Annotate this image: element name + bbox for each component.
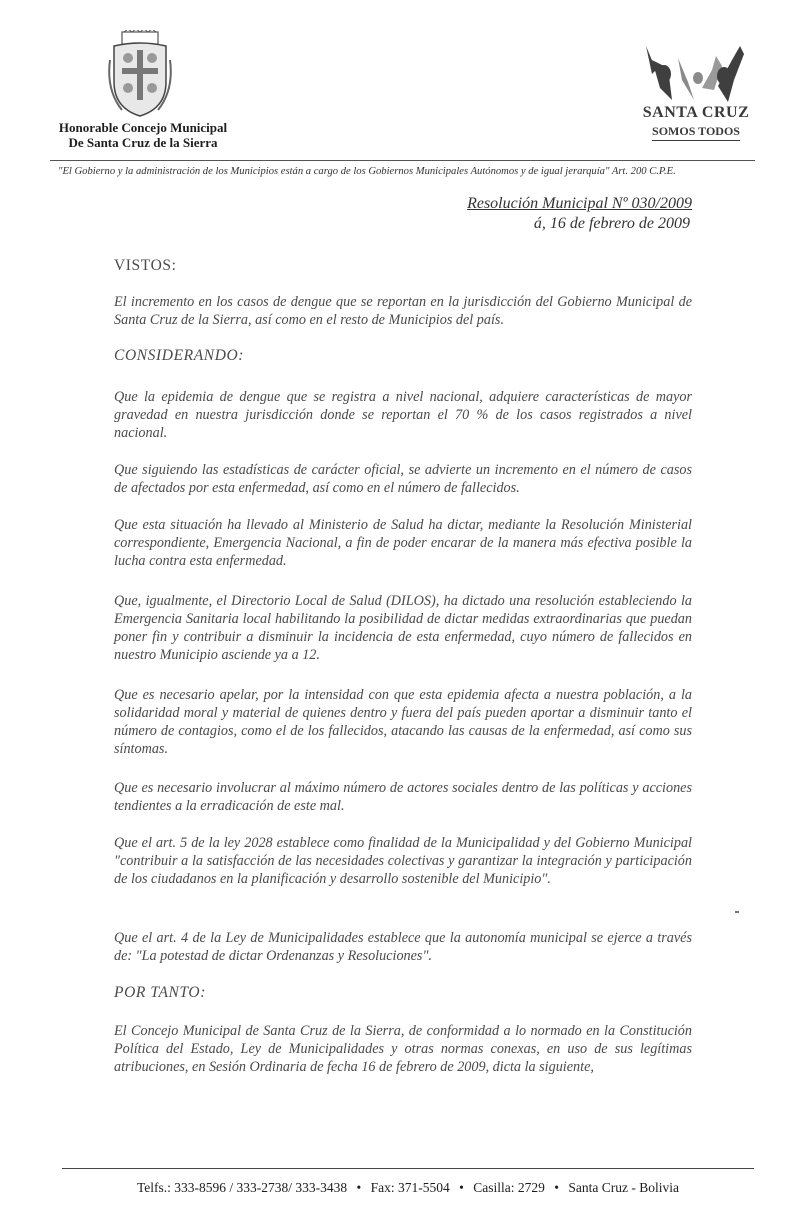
considerando-paragraph-4: Que, igualmente, el Directorio Local de Salud (DILOS), ha dictado una resolución estableciendo la Emergencia Sanitaria local habilitando la posibilidad de dictar medidas extraordinarias que puedan poner fin y contribuir a disminuir la incidencia de esta enfermedad, cuyo número de fallecidos en nuestro Municipio asciende ya a 12. [114,593,692,663]
considerando-paragraph-5: Que es necesario apelar, por la intensidad con que esta epidemia afecta a nuestra población, a la solidaridad moral y material de quienes dentro y fuera del país pueden aportar a disminuir tanto el número de contagios, como el de los fallecidos, atacando las causas de la enfermedad, así como sus síntomas. [114,687,692,757]
footer-divider [62,1168,754,1169]
section-considerando: CONSIDERANDO: [114,347,245,364]
resolution-date: á, 16 de febrero de 2009 [533,215,690,232]
considerando-paragraph-7: Que el art. 5 de la ley 2028 establece como finalidad de la Municipalidad y del Gobierno Municipal "contribuir a la satisfacción de las necesidades colectivas y garantizar la integración y participación de los ciudadanos en la planificación y desarrollo sostenible del Municipio". [114,835,692,887]
santa-cruz-logo-text [636,104,756,141]
considerando-paragraph-6: Que es necesario involucrar al máximo número de actores sociales dentro de las políticas y acciones tendientes a la erradicación de este mal. [114,780,692,814]
footer-contact [62,1180,754,1196]
considerando-paragraph-1: Que la epidemia de dengue que se registra a nivel nacional, adquiere características de mayor gravedad en nuestra jurisdicción donde se reportan el 70 % de los casos registrados a nivel nacional. [114,389,692,441]
footer-phones: Telfs.: 333-8596 / 333-2738/ 333-3438 [137,1180,348,1195]
logo-name: SANTA CRUZ [642,104,750,121]
constitution-motto: "El Gobierno y la administración de los Municipios están a cargo de los Gobiernos Municipales Autónomos y de igual jerarquía" Art. 200 C.P.E. [58,166,676,177]
footer-casilla: Casilla: 2729 [473,1180,545,1195]
footer-fax: Fax: 371-5504 [370,1180,450,1195]
vistos-paragraph: El incremento en los casos de dengue que se reportan en la jurisdicción del Gobierno Municipal de Santa Cruz de la Sierra, así como en el resto de Municipios del país. [114,294,692,328]
resolution-title: Resolución Municipal Nº 030/2009 [467,195,692,212]
header-divider [50,160,755,161]
coat-of-arms-icon [108,30,172,120]
footer-separator: • [554,1180,559,1195]
council-name-line2: De Santa Cruz de la Sierra [68,135,218,150]
considerando-paragraph-2: Que siguiendo las estadísticas de carácter oficial, se advierte un incremento en el número de casos de afectados por esta enfermedad, así como en el número de fallecidos. [114,462,692,496]
considerando-paragraph-8: Que el art. 4 de la Ley de Municipalidades establece que la autonomía municipal se ejerce a través de: "La potestad de dictar Ordenanzas y Resoluciones". [114,930,692,964]
logo-slogan: SOMOS TODOS [652,124,740,141]
considerando-paragraph-3: Que esta situación ha llevado al Ministerio de Salud ha dictar, mediante la Resolución Ministerial correspondiente, Emergencia Nacional, a fin de poder encarar de la manera más efectiva posible la lucha contra esta enfermedad. [114,517,692,569]
margin-mark [735,911,739,913]
council-name-line1: Honorable Concejo Municipal [58,120,228,135]
footer-separator: • [356,1180,362,1195]
footer-separator: • [459,1180,464,1195]
council-name [40,120,246,150]
section-vistos: VISTOS: [114,257,177,274]
por-tanto-paragraph: El Concejo Municipal de Santa Cruz de la Sierra, de conformidad a lo normado en la Constitución Política del Estado, Ley de Municipalidades y otras normas conexas, en uso de sus legítimas atribuciones, en Sesión Ordinaria de fecha 16 de febrero de 2009, dicta la siguiente, [114,1023,692,1075]
section-por-tanto: POR TANTO: [114,984,206,1001]
footer-city: Santa Cruz - Bolivia [568,1180,679,1195]
